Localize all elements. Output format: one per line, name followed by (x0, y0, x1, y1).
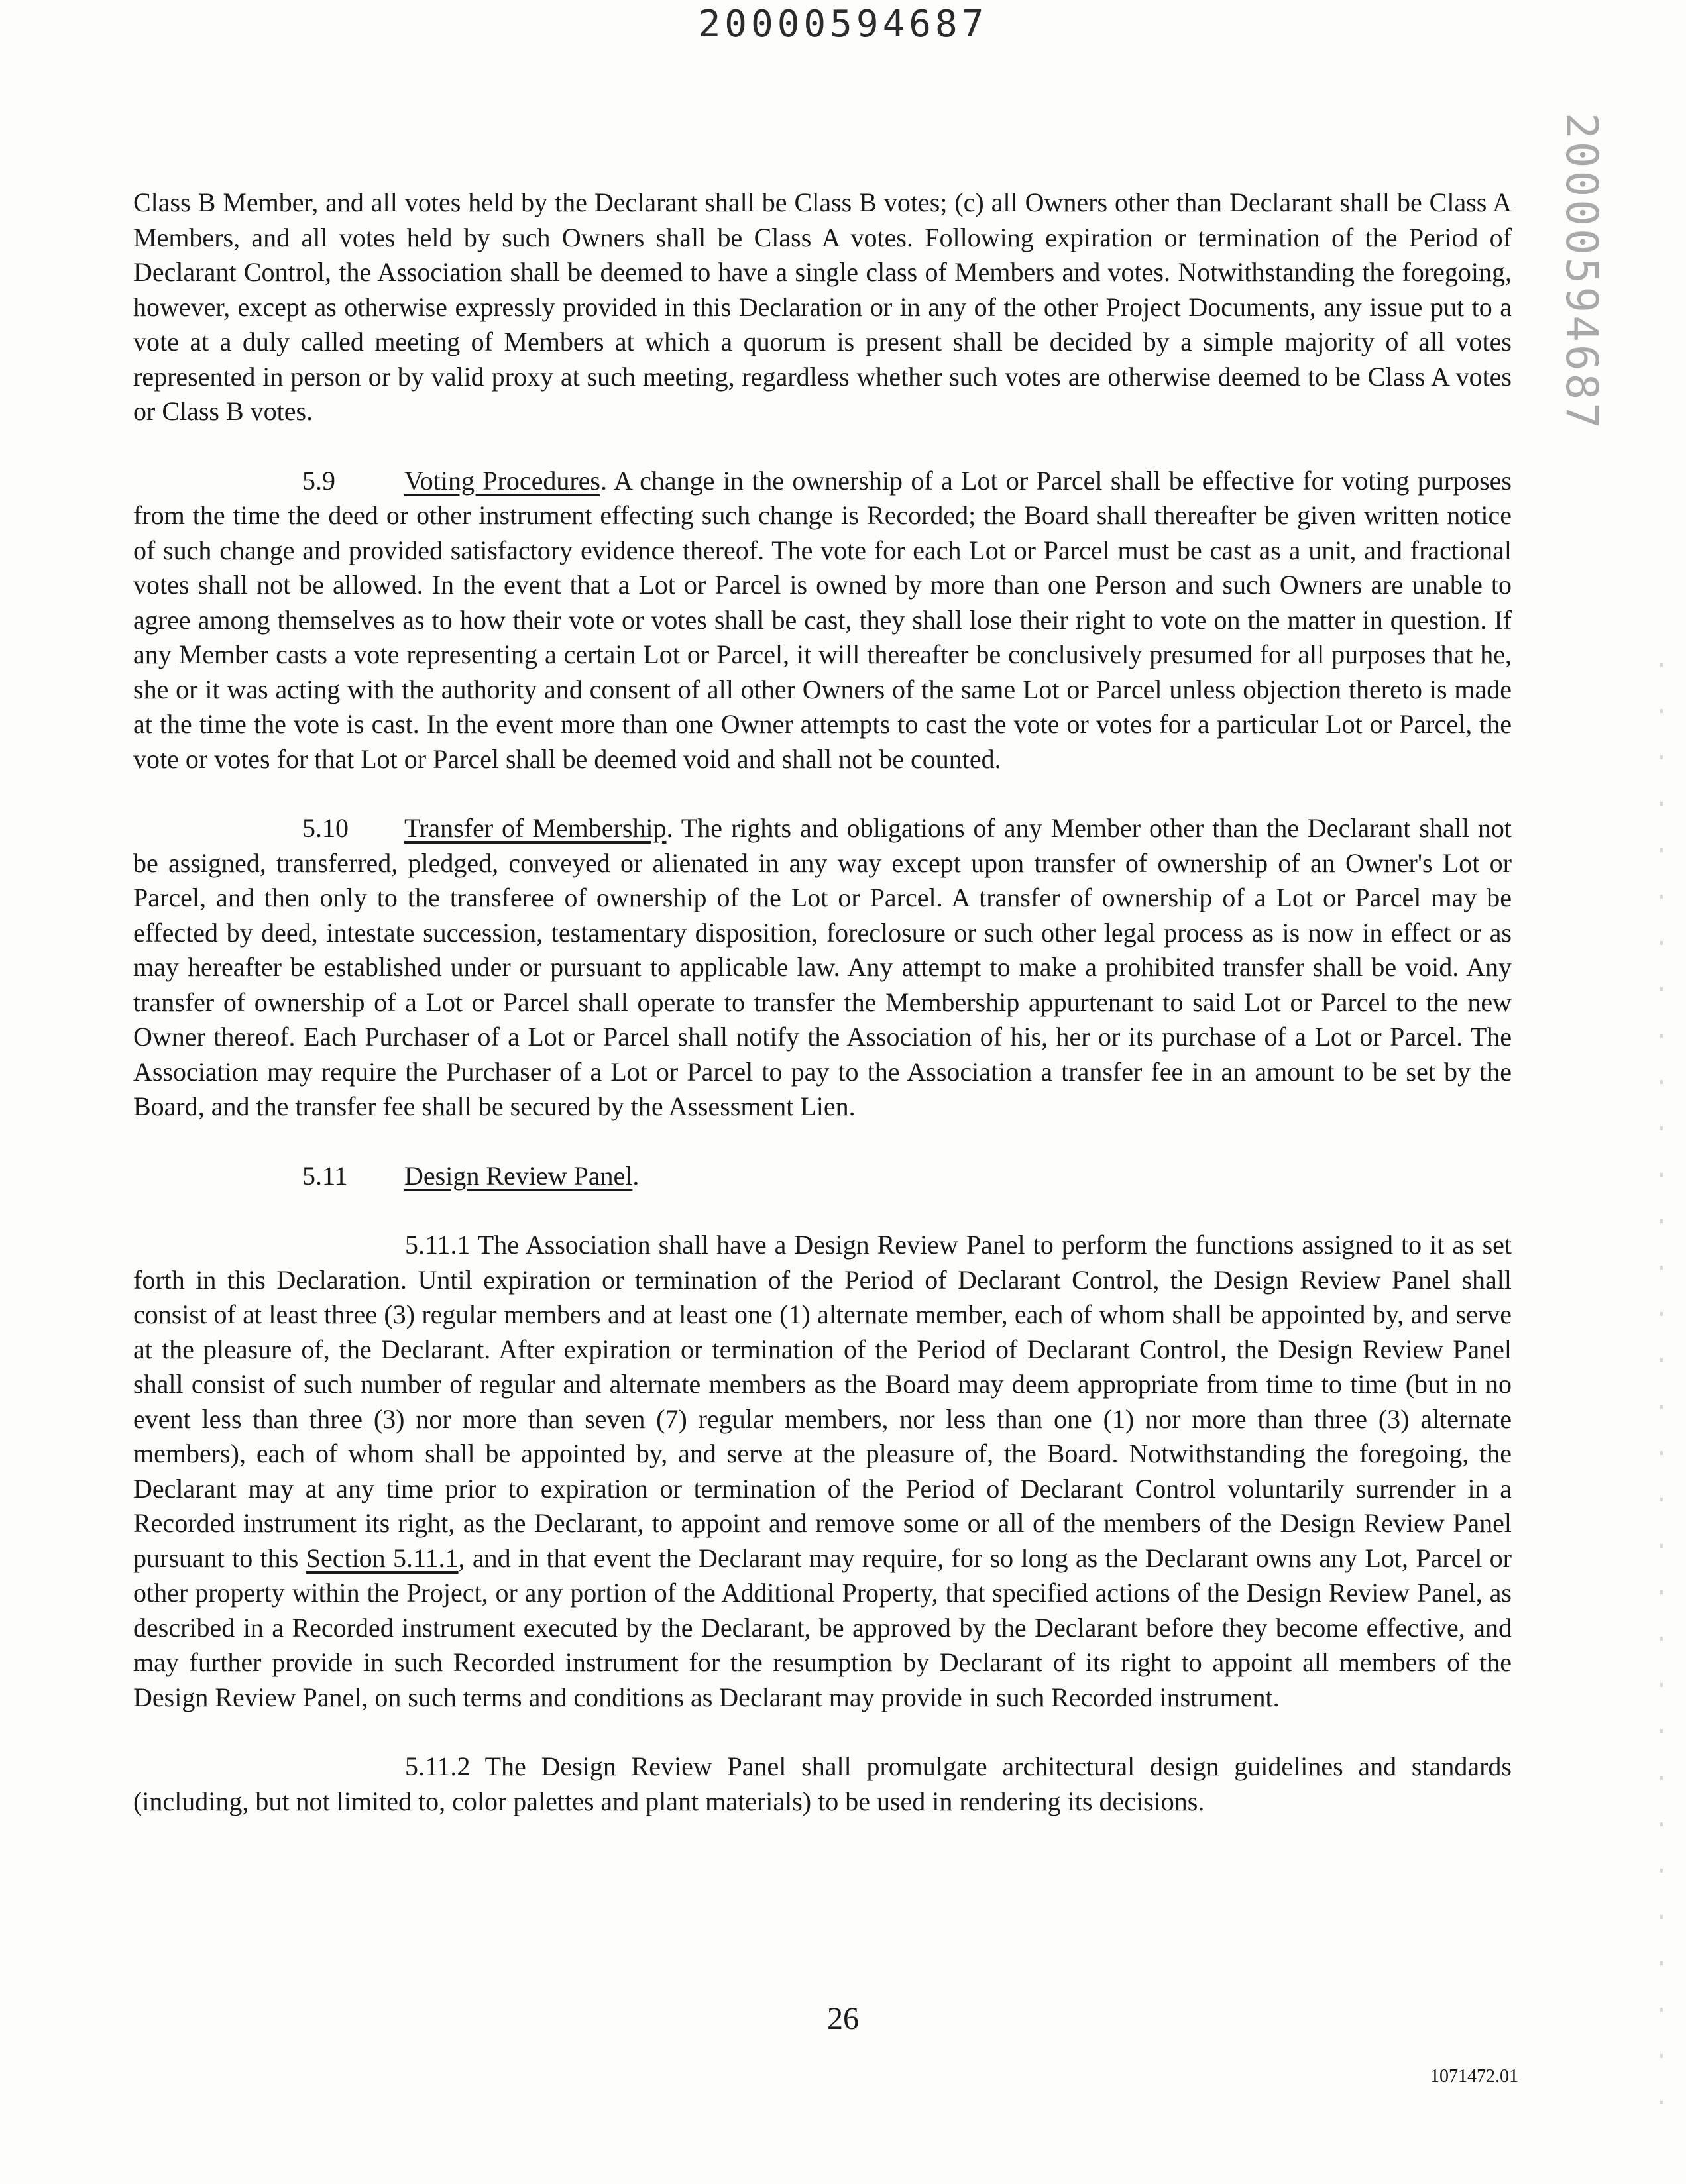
section-5-9-paragraph (133, 464, 1512, 777)
section-title-suffix: . (632, 1160, 640, 1191)
section-text: The Design Review Panel shall promulgate architectural design guidelines and standards (including, but not limited to, color palettes and plant materials) to be used in rendering its decisions. (133, 1751, 1512, 1816)
section-number: 5.9 (302, 465, 335, 496)
section-number: 5.11 (302, 1160, 348, 1191)
section-number: 5.11.1 (405, 1230, 471, 1260)
intro-paragraph: Class B Member, and all votes held by the Declarant shall be Class B votes; (c) all Owners other than Declarant shall be Class A Members, and all votes held by such Owners shall be Class A votes. Following expiration or termination of the Period of Declarant Control, the Association shall be deemed to have a single class of Members and votes. Notwithstanding the foregoing, however, except as otherwise expressly provided in this Declaration or in any of the other Project Documents, any issue put to a vote at a duly called meeting of Members at which a quorum is present shall be decided by a simple majority of all votes represented in person or by valid proxy at such meeting, regardless whether such votes are otherwise deemed to be Class A votes or Class B votes. (133, 188, 1512, 426)
section-text: . A change in the ownership of a Lot or Parcel shall be effective for voting purposes from the time the deed or other instrument effecting such change is Recorded; the Board shall thereafter be given written notice of such change and provided satisfactory evidence thereof. The vote for each Lot or Parcel must be cast as a unit, and fractional votes shall not be allowed. In the event that a Lot or Parcel is owned by more than one Person and such Owners are unable to agree among themselves as to how their vote or votes shall be cast, they shall lose their right to vote on the matter in question. If any Member casts a vote representing a certain Lot or Parcel, it will thereafter be conclusively presumed for all purposes that he, she or it was acting with the authority and consent of all other Owners of the same Lot or Parcel unless objection thereto is made at the time the vote is cast. In the event more than one Owner attempts to cast the vote or votes for a particular Lot or Parcel, the vote or votes for that Lot or Parcel shall be deemed void and shall not be counted. (133, 465, 1512, 774)
section-title: Design Review Panel (404, 1160, 633, 1191)
section-5-11-heading (133, 1159, 1512, 1194)
section-title: Transfer of Membership (404, 813, 667, 843)
section-text: . The rights and obligations of any Member other than the Declarant shall not be assigned, transferred, pledged, conveyed or alienated in any way except upon transfer of ownership of an Owner's Lot or Parcel, and then only to the transferee of ownership of the Lot or Parcel. A transfer of ownership of a Lot or Parcel may be effected by deed, intestate succession, testamentary disposition, foreclosure or such other legal process as is now in effect or as may hereafter be established under or pursuant to applicable law. Any attempt to make a prohibited transfer shall be void. Any transfer of ownership of a Lot or Parcel shall operate to transfer the Membership appurtenant to said Lot or Parcel to the new Owner thereof. Each Purchaser of a Lot or Parcel shall notify the Association of his, her or its purchase of a Lot or Parcel. The Association may require the Purchaser of a Lot or Parcel to pay to the Association a transfer fee in an amount to be set by the Board, and the transfer fee shall be secured by the Assessment Lien. (133, 813, 1512, 1121)
section-number: 5.11.2 (405, 1751, 471, 1781)
section-title: Voting Procedures (404, 465, 600, 496)
section-text-before-ref: The Association shall have a Design Review Panel to perform the functions assigned to it as set forth in this Declaration. Until expiration or termination of the Period of Declarant Control, the Design Review Panel shall consist of at least three (3) regular members and at least one (1) alternate member, each of whom shall be appointed by, and serve at the pleasure of, the Declarant. After expiration or termination of the Period of Declarant Control, the Design Review Panel shall consist of such number of regular and alternate members as the Board may deem appropriate from time to time (but in no event less than three (3) nor more than seven (7) regular members, nor less than one (1) nor more than three (3) alternate members), each of whom shall be appointed by, and serve at the pleasure of, the Board. Notwithstanding the foregoing, the Declarant may at any time prior to expiration or termination of the Period of Declarant Control voluntarily surrender in a Recorded instrument its right, as the Declarant, to appoint and remove some or all of the members of the Design Review Panel pursuant to this (133, 1230, 1512, 1573)
section-number: 5.10 (302, 813, 349, 843)
section-5-10-paragraph (133, 811, 1512, 1124)
recording-number: 20000594687 (698, 3, 988, 46)
document-id: 1071472.01 (1430, 2066, 1518, 2087)
section-text-after-ref: , and in that event the Declarant may require, for so long as the Declarant owns any Lot, Parcel or other property within the Project, or any portion of the Additional Property, that specified actions of the Design Review Panel, as described in a Recorded instrument executed by the Declarant, be approved by the Declarant before they become effective, and may further provide in such Recorded instrument for the resumption by Declarant of its right to appoint all members of the Design Review Panel, on such terms and conditions as Declarant may provide in such Recorded instrument. (133, 1543, 1512, 1712)
page-number: 26 (827, 2001, 859, 2036)
section-cross-reference: Section 5.11.1 (306, 1543, 459, 1573)
side-recording-stamp: 20000594687 (1556, 113, 1607, 432)
scan-edge-marks (1660, 663, 1663, 2120)
section-5-11-2-paragraph (133, 1749, 1512, 1819)
body-text (133, 186, 1512, 1819)
section-5-11-1-paragraph (133, 1228, 1512, 1715)
